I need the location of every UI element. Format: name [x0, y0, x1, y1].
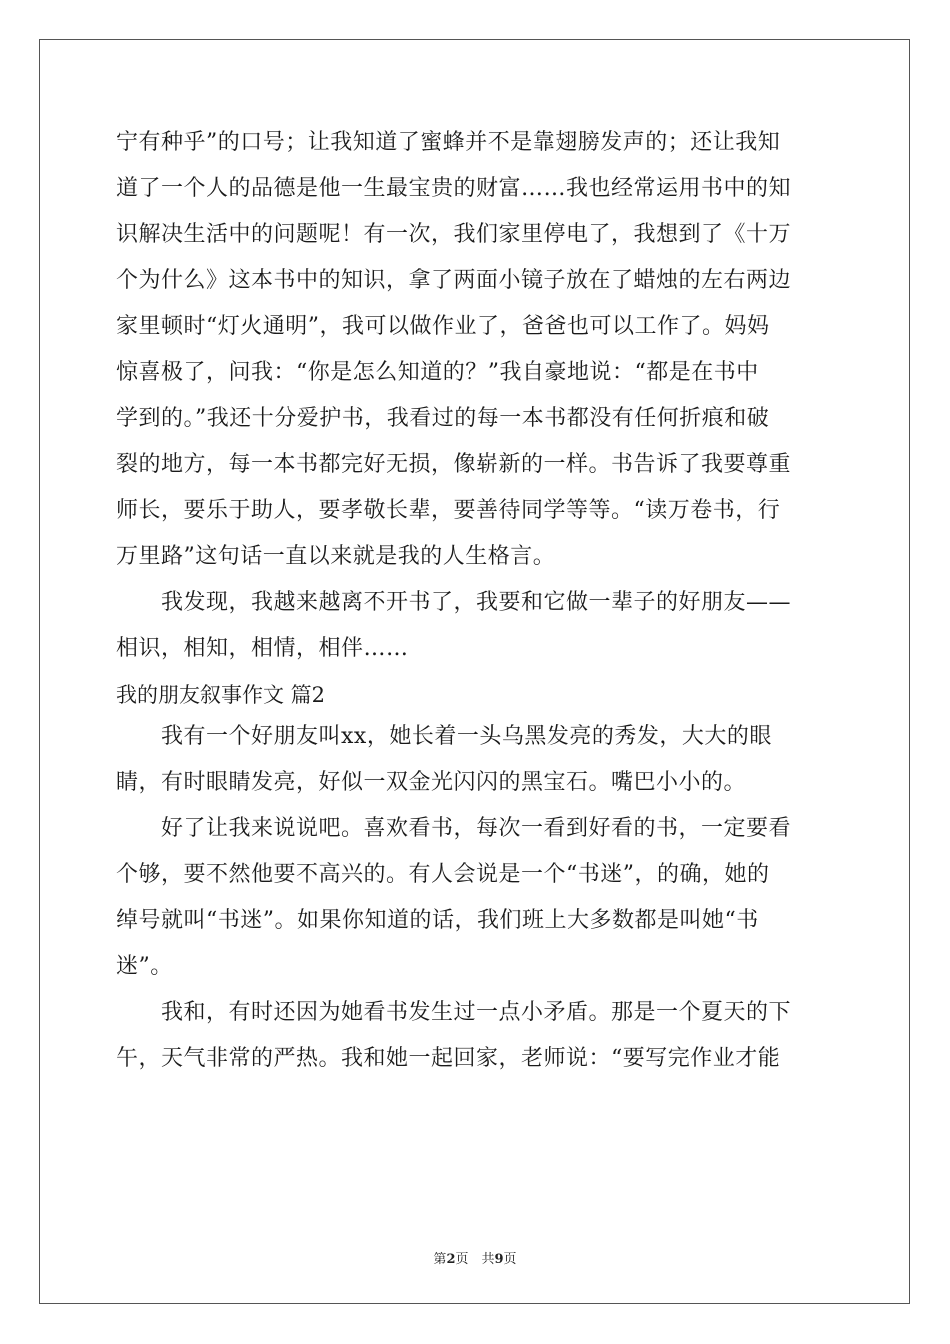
paragraph-line: 迷”。	[116, 954, 173, 979]
page-suffix: 页	[503, 1252, 517, 1267]
paragraph-line: 绰号就叫“书迷”。如果你知道的话，我们班上大多数都是叫她“书	[116, 908, 759, 933]
section-heading: 我的朋友叙事作文 篇2	[116, 683, 326, 707]
paragraph-line: 我和，有时还因为她看书发生过一点小矛盾。那是一个夏天的下	[116, 1000, 792, 1025]
paragraph-line: 万里路”这句话一直以来就是我的人生格言。	[116, 544, 556, 569]
page-current-number: 2	[446, 1252, 456, 1267]
page-footer	[0, 1248, 950, 1267]
paragraph-line: 裂的地方，每一本书都完好无损，像崭新的一样。书告诉了我要尊重	[116, 452, 792, 477]
paragraph-line: 识解决生活中的问题呢！有一次，我们家里停电了，我想到了《十万	[116, 222, 792, 247]
document-body	[116, 128, 836, 1090]
paragraph-line: 我有一个好朋友叫xx，她长着一头乌黑发亮的秀发，大大的眼	[116, 724, 772, 749]
paragraph-line: 家里顿时“灯火通明”，我可以做作业了，爸爸也可以工作了。妈妈	[116, 314, 770, 339]
page-mid: 页 共	[455, 1252, 495, 1267]
paragraph-line: 个够，要不然他要不高兴的。有人会说是一个“书迷”，的确，她的	[116, 862, 770, 887]
paragraph-line: 我发现，我越来越离不开书了，我要和它做一辈子的好朋友——	[116, 590, 792, 615]
paragraph-line: 个为什么》这本书中的知识，拿了两面小镜子放在了蜡烛的左右两边	[116, 268, 792, 293]
paragraph-line: 师长，要乐于助人，要孝敬长辈，要善待同学等等。“读万卷书，行	[116, 498, 781, 523]
page-total-number: 9	[494, 1252, 504, 1267]
paragraph-line: 惊喜极了，问我：“你是怎么知道的？”我自豪地说：“都是在书中	[116, 360, 759, 385]
paragraph-line: 相识，相知，相情，相伴……	[116, 636, 409, 661]
paragraph-line: 宁有种乎”的口号；让我知道了蜜蜂并不是靠翅膀发声的；还让我知	[116, 130, 781, 155]
paragraph-line: 道了一个人的品德是他一生最宝贵的财富……我也经常运用书中的知	[116, 176, 792, 201]
paragraph-line: 好了让我来说说吧。喜欢看书，每次一看到好看的书，一定要看	[116, 816, 792, 841]
paragraph-line: 午，天气非常的严热。我和她一起回家，老师说：“要写完作业才能	[116, 1046, 781, 1071]
paragraph-line: 睛，有时眼睛发亮，好似一双金光闪闪的黑宝石。嘴巴小小的。	[116, 770, 747, 795]
paragraph-line: 学到的。”我还十分爱护书，我看过的每一本书都没有任何折痕和破	[116, 406, 770, 431]
page-prefix: 第	[433, 1252, 447, 1267]
